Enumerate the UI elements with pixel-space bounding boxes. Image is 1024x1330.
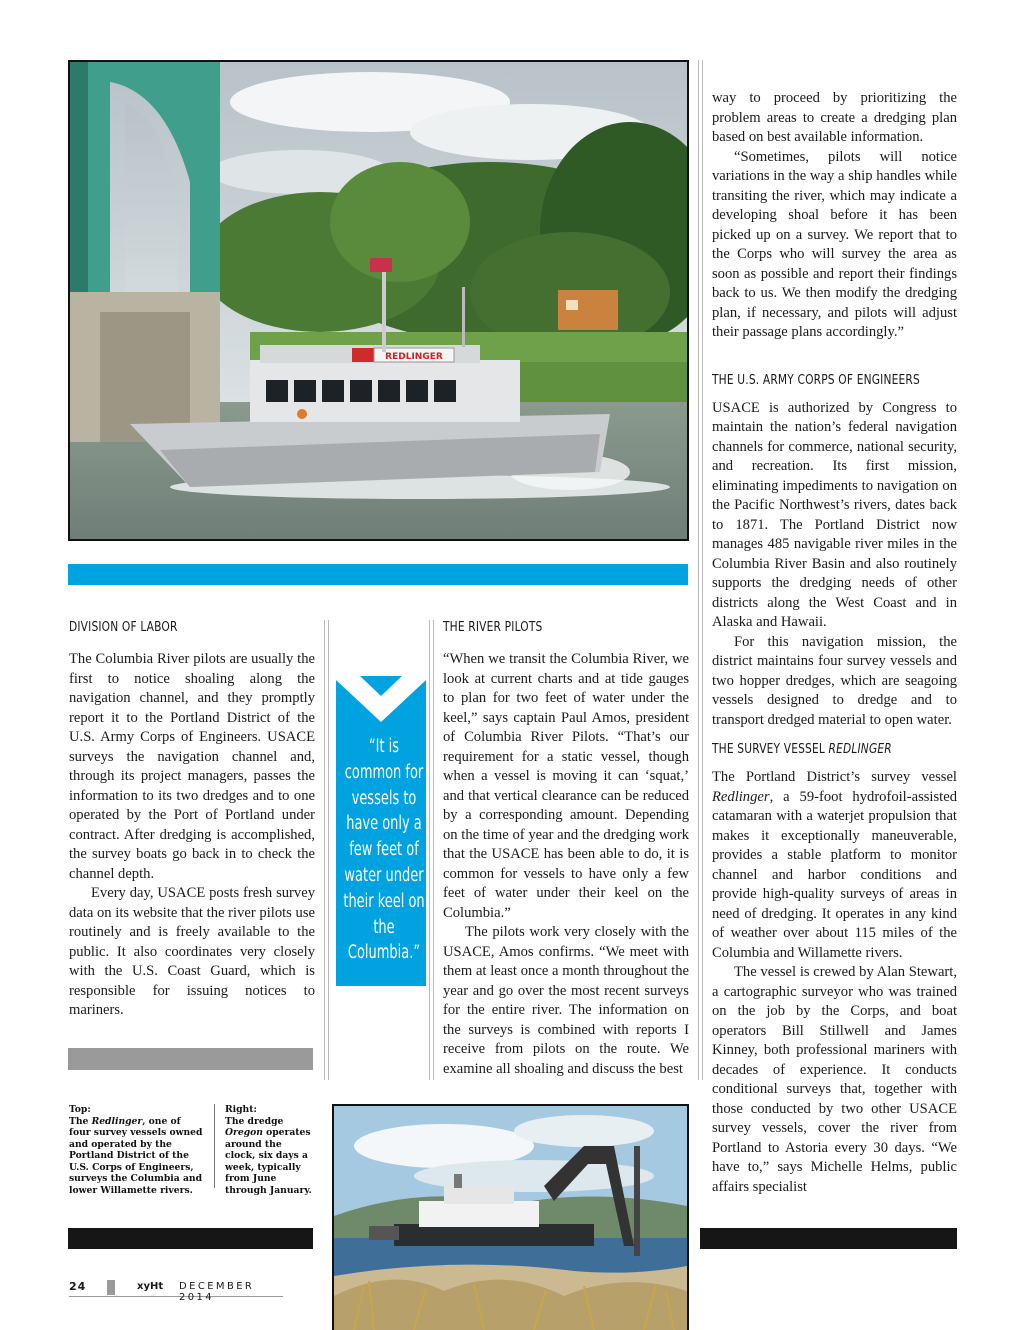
column-rule <box>698 60 699 1080</box>
dark-bar <box>700 1228 957 1249</box>
section-heading-division: DIVISION OF LABOR <box>69 620 178 635</box>
col3-paragraph: For this navigation mission, the district maintains four survey vessels and two hopper dredges, which are seagoing vessels designed to dredge and to transport dredged material to open water. <box>712 633 957 728</box>
column-rule <box>433 620 434 1080</box>
col3-paragraph: “Sometimes, pilots will notice variations in the way a ship handles while transiting the river, which may indicate a developing shoal before it has been picked up on a survey. We report that to the Corps who will survey the area as soon as possible and report their findings back to us. We then modify the dredging plan, if necessary, and pilots will adjust their passage plans accordingly.” <box>712 148 957 340</box>
top-photo <box>68 60 689 541</box>
issue-date: DECEMBER 2014 <box>179 1281 255 1303</box>
caption-top <box>69 1104 204 1196</box>
text-run: The <box>69 1115 92 1127</box>
caption-label: Right: <box>225 1104 257 1115</box>
section-heading-vessel <box>712 742 913 764</box>
dark-bar <box>68 1228 313 1249</box>
col3-paragraph <box>712 768 957 963</box>
section-heading-pilots: THE RIVER PILOTS <box>443 620 543 635</box>
bottom-photo <box>332 1104 689 1330</box>
column-two <box>443 620 689 1079</box>
boat-name-text: REDLINGER <box>385 352 443 362</box>
redlinger-photo <box>70 62 687 539</box>
vessel-name: Redlinger <box>712 788 770 805</box>
caption-rule <box>214 1104 215 1188</box>
column-three <box>712 89 957 1197</box>
caption-vessel-name: Oregon <box>225 1127 263 1138</box>
text-run: The dredge <box>225 1115 284 1127</box>
column-one <box>69 620 315 1021</box>
caption-right <box>225 1104 315 1196</box>
dredge-oregon-photo <box>334 1106 687 1330</box>
caption-vessel-name: Redlinger <box>91 1115 143 1127</box>
col3-paragraph: The vessel is crewed by Alan Stewart, a cartographic surveyor who was trained on the job by the Corps, and boat operators Bill Stillwell and James Kinney, both professional mariners with decades of experience. It conducts conditional surveys that, together with those conducted by two other USACE survey vessels, cover the river from Portland to Astoria every 30 days. “We have to,” says Michelle Helms, public affairs specialist <box>712 964 957 1195</box>
column-rule <box>324 620 325 1080</box>
col3-paragraph: USACE is authorized by Congress to maintain the nation’s federal navigation channels for commerce, national security, and recreation. Its first mission, eliminating impediments to navigation on the Pacific Northwest’s rivers, dates back to 1871. The Portland District now manages 485 navigable river miles in the Columbia River Basin and also routinely supports the dredging needs of other districts along the West Coast and in Alaska and Hawaii. <box>712 399 957 630</box>
heading-vessel-name: REDLINGER <box>828 742 892 757</box>
caption-label: Top: <box>69 1104 91 1115</box>
col2-paragraph: The pilots work very closely with the USACE, Amos confirms. “We meet with them at least once a month throughout the year and go over the most recent surveys for the entire river. The information on the surveys is combined with reports I receive from pilots on the route. We examine all shoaling and discuss the best <box>443 924 689 1077</box>
section-heading-usace: THE U.S. ARMY CORPS OF ENGINEERS <box>712 372 920 388</box>
footer <box>69 1280 283 1303</box>
text-run: , one of four survey vessels owned and operated by the Portland District of the U.S. Corps of Engineers, surveys the Columbia and lower Willamette rivers. <box>69 1115 203 1196</box>
chevron-down-icon <box>336 676 426 724</box>
magazine-name: xyHt <box>137 1281 164 1292</box>
gray-bar <box>68 1048 313 1070</box>
column-rule <box>702 60 703 1080</box>
col2-paragraph: “When we transit the Columbia River, we look at current charts and at tide gauges to plan for two feet of water under the keel,” says captain Paul Amos, president of Columbia River Pilots. “That’s our requirement for a static vessel, though when a vessel is moving it can ‘squat,’ and that vertical clearance can be reduced by a corresponding amount. Depending on the time of year and the dredging work that the USACE has been able to do, it is common for vessels to have only a few feet of water under their keel on the Columbia.” <box>443 651 689 921</box>
col3-paragraph: way to proceed by prioritizing the problem areas to create a dredging plan based on best available information. <box>712 90 957 145</box>
col1-paragraph: Every day, USACE posts fresh survey data on its website that the river pilots use routinely and is freely available to the public. It also coordinates very closely with the U.S. Coast Guard, which is responsible for issuing notices to mariners. <box>69 885 315 1018</box>
column-rule <box>328 620 329 1080</box>
pull-quote-box <box>336 676 426 986</box>
col1-paragraph: The Columbia River pilots are usually the first to notice shoaling along the navigation channel, and they promptly report it to the Portland District of the U.S. Army Corps of Engineers. USACE surveys the navigation channel and, through its project managers, passes the information to its two dredges and to one operated by the Port of Portland under contract. After dredging is accomplished, the survey boats go back in to check the channel depth. <box>69 651 315 882</box>
accent-bar <box>68 564 688 585</box>
text-run: The Portland District’s survey vessel <box>712 769 957 785</box>
pull-quote-text: “It is common for vessels to have only a few feet of water under their keel on the Columbia.” <box>343 736 425 964</box>
caption-text <box>225 1116 315 1197</box>
text-run: operates around the clock, six days a week, typically from June through January. <box>225 1127 312 1196</box>
page-number: 24 <box>69 1280 87 1293</box>
footer-separator <box>107 1280 115 1295</box>
text-run: , a 59-foot hydrofoil-assisted catamaran with a waterjet propulsion that makes it exceptionally maneuverable, provides a stable platform to monitor channel and harbor conditions and provide high-quality surveys of areas in need of dredging. It operates in any kind of weather over about 115 miles of the Columbia and Willamette rivers. <box>712 788 957 961</box>
caption-text <box>69 1116 204 1197</box>
heading-prefix: THE SURVEY VESSEL <box>712 742 829 757</box>
